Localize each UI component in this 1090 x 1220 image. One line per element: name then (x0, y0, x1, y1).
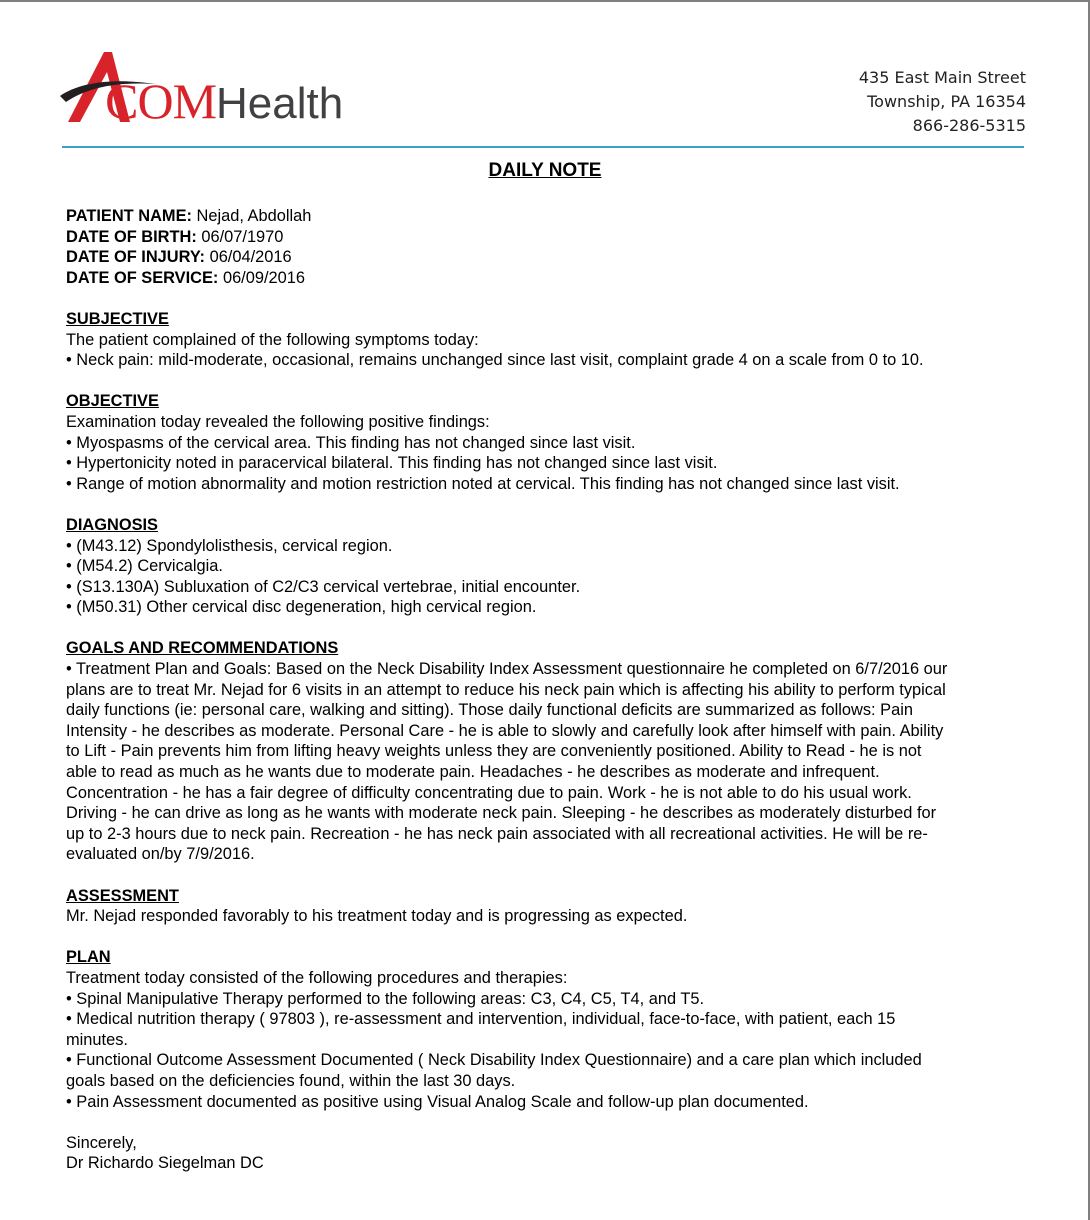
diagnosis-item: • (M54.2) Cervicalgia. (66, 557, 223, 576)
objective-item: • Range of motion abnormality and motion restriction noted at cervical. This finding has not changed since last visit. (66, 474, 900, 493)
goals-line: evaluated on/by 7/9/2016. (66, 845, 255, 864)
logo-word-health: Health (216, 79, 344, 128)
dob-value: 06/07/1970 (201, 227, 284, 246)
dos-value: 06/09/2016 (222, 268, 305, 287)
goals-line: daily functions (ie: personal care, walking and sitting). Those daily functional deficits are summarized as follows: Pain (66, 701, 913, 720)
goals-line: to Lift - Pain prevents him from lifting heavy weights unless they are conveniently positioned. Ability to Read - he is not (66, 742, 922, 761)
address-street: 435 East Main Street (858, 68, 1026, 87)
address-city-state: Township, PA 16354 (867, 92, 1026, 111)
doi-label: DATE OF INJURY: (66, 248, 206, 267)
patient-info (66, 206, 1026, 288)
logo-letters-com: COM (105, 73, 217, 129)
diagnosis-section (66, 515, 1026, 618)
subjective-item: • Neck pain: mild-moderate, occasional, remains unchanged since last visit, complaint grade 4 on a scale from 0 to 10. (66, 351, 924, 370)
goals-section (66, 638, 1026, 865)
diagnosis-item: • (M43.12) Spondylolisthesis, cervical region. (66, 536, 393, 555)
plan-line: • Medical nutrition therapy ( 97803 ), re-assessment and intervention, individual, face-to-face, with patient, each 15 (66, 1010, 896, 1029)
objective-intro: Examination today revealed the following positive findings: (66, 412, 490, 431)
plan-line: Treatment today consisted of the following procedures and therapies: (66, 968, 568, 987)
clinic-phone: 866-286-5315 (912, 116, 1026, 135)
dos-label: DATE OF SERVICE: (66, 268, 219, 287)
dos-row (66, 268, 1026, 289)
signer-name: Dr Richardo Siegelman DC (66, 1154, 264, 1173)
dob-label: DATE OF BIRTH: (66, 227, 197, 246)
goals-line: Driving - he can drive as long as he wants with moderate neck pain. Sleeping - he describes as moderately disturbed for (66, 804, 937, 823)
diagnosis-item: • (M50.31) Other cervical disc degeneration, high cervical region. (66, 598, 537, 617)
assessment-text: Mr. Nejad responded favorably to his treatment today and is progressing as expected. (66, 907, 688, 926)
goals-line: plans are to treat Mr. Nejad for 6 visits in an attempt to reduce his neck pain which is affecting his ability to perform typical (66, 680, 946, 699)
doi-value: 06/04/2016 (209, 248, 292, 267)
goals-line: able to read as much as he wants due to moderate pain. Headaches - he describes as moderate and infrequent. (66, 763, 880, 782)
objective-section (66, 391, 1026, 494)
clinic-address (859, 66, 1026, 138)
signoff (66, 1133, 1026, 1174)
plan-line: goals based on the deficiencies found, within the last 30 days. (66, 1071, 516, 1090)
subjective-section (66, 309, 1026, 371)
diagnosis-item: • (S13.130A) Subluxation of C2/C3 cervical vertebrae, initial encounter. (66, 577, 581, 596)
dob-row (66, 227, 1026, 248)
plan-line: minutes. (66, 1030, 128, 1049)
plan-line: • Functional Outcome Assessment Documented ( Neck Disability Index Questionnaire) and a care plan which included (66, 1051, 922, 1070)
acom-health-logo (60, 44, 380, 134)
logo-wordmark (60, 72, 343, 130)
goals-line: Concentration - he has a fair degree of difficulty concentrating due to pain. Work - he is not able to do his usual work. (66, 783, 912, 802)
goals-line: Intensity - he describes as moderate. Personal Care - he is able to slowly and carefully look after himself with pain. Ability (66, 721, 944, 740)
closing: Sincerely, (66, 1133, 137, 1152)
plan-line: • Spinal Manipulative Therapy performed to the following areas: C3, C4, C5, T4, and T5. (66, 989, 705, 1008)
plan-heading: PLAN (66, 948, 111, 967)
header-divider (62, 146, 1024, 148)
document-title: DAILY NOTE (488, 160, 602, 181)
patient-name-label: PATIENT NAME: (66, 207, 192, 225)
subjective-intro: The patient complained of the following symptoms today: (66, 330, 479, 349)
plan-line: • Pain Assessment documented as positive using Visual Analog Scale and follow-up plan documented. (66, 1092, 809, 1111)
patient-name-row (66, 206, 1026, 227)
patient-name-value: Nejad, Abdollah (196, 207, 312, 225)
assessment-section (66, 886, 1026, 927)
subjective-heading: SUBJECTIVE (66, 309, 169, 328)
objective-item: • Myospasms of the cervical area. This finding has not changed since last visit. (66, 433, 636, 452)
goals-line: up to 2-3 hours due to neck pain. Recreation - he has neck pain associated with all recreational activities. He will be re- (66, 824, 928, 843)
note-body (66, 206, 1026, 1174)
doi-row (66, 247, 1026, 268)
assessment-heading: ASSESSMENT (66, 886, 179, 905)
goals-heading: GOALS AND RECOMMENDATIONS (66, 639, 339, 658)
goals-line: • Treatment Plan and Goals: Based on the Neck Disability Index Assessment questionnaire he completed on 6/7/2016 our (66, 660, 948, 679)
objective-item: • Hypertonicity noted in paracervical bilateral. This finding has not changed since last visit. (66, 454, 718, 473)
objective-heading: OBJECTIVE (66, 392, 159, 411)
diagnosis-heading: DIAGNOSIS (66, 515, 158, 534)
plan-section (66, 947, 1026, 1112)
